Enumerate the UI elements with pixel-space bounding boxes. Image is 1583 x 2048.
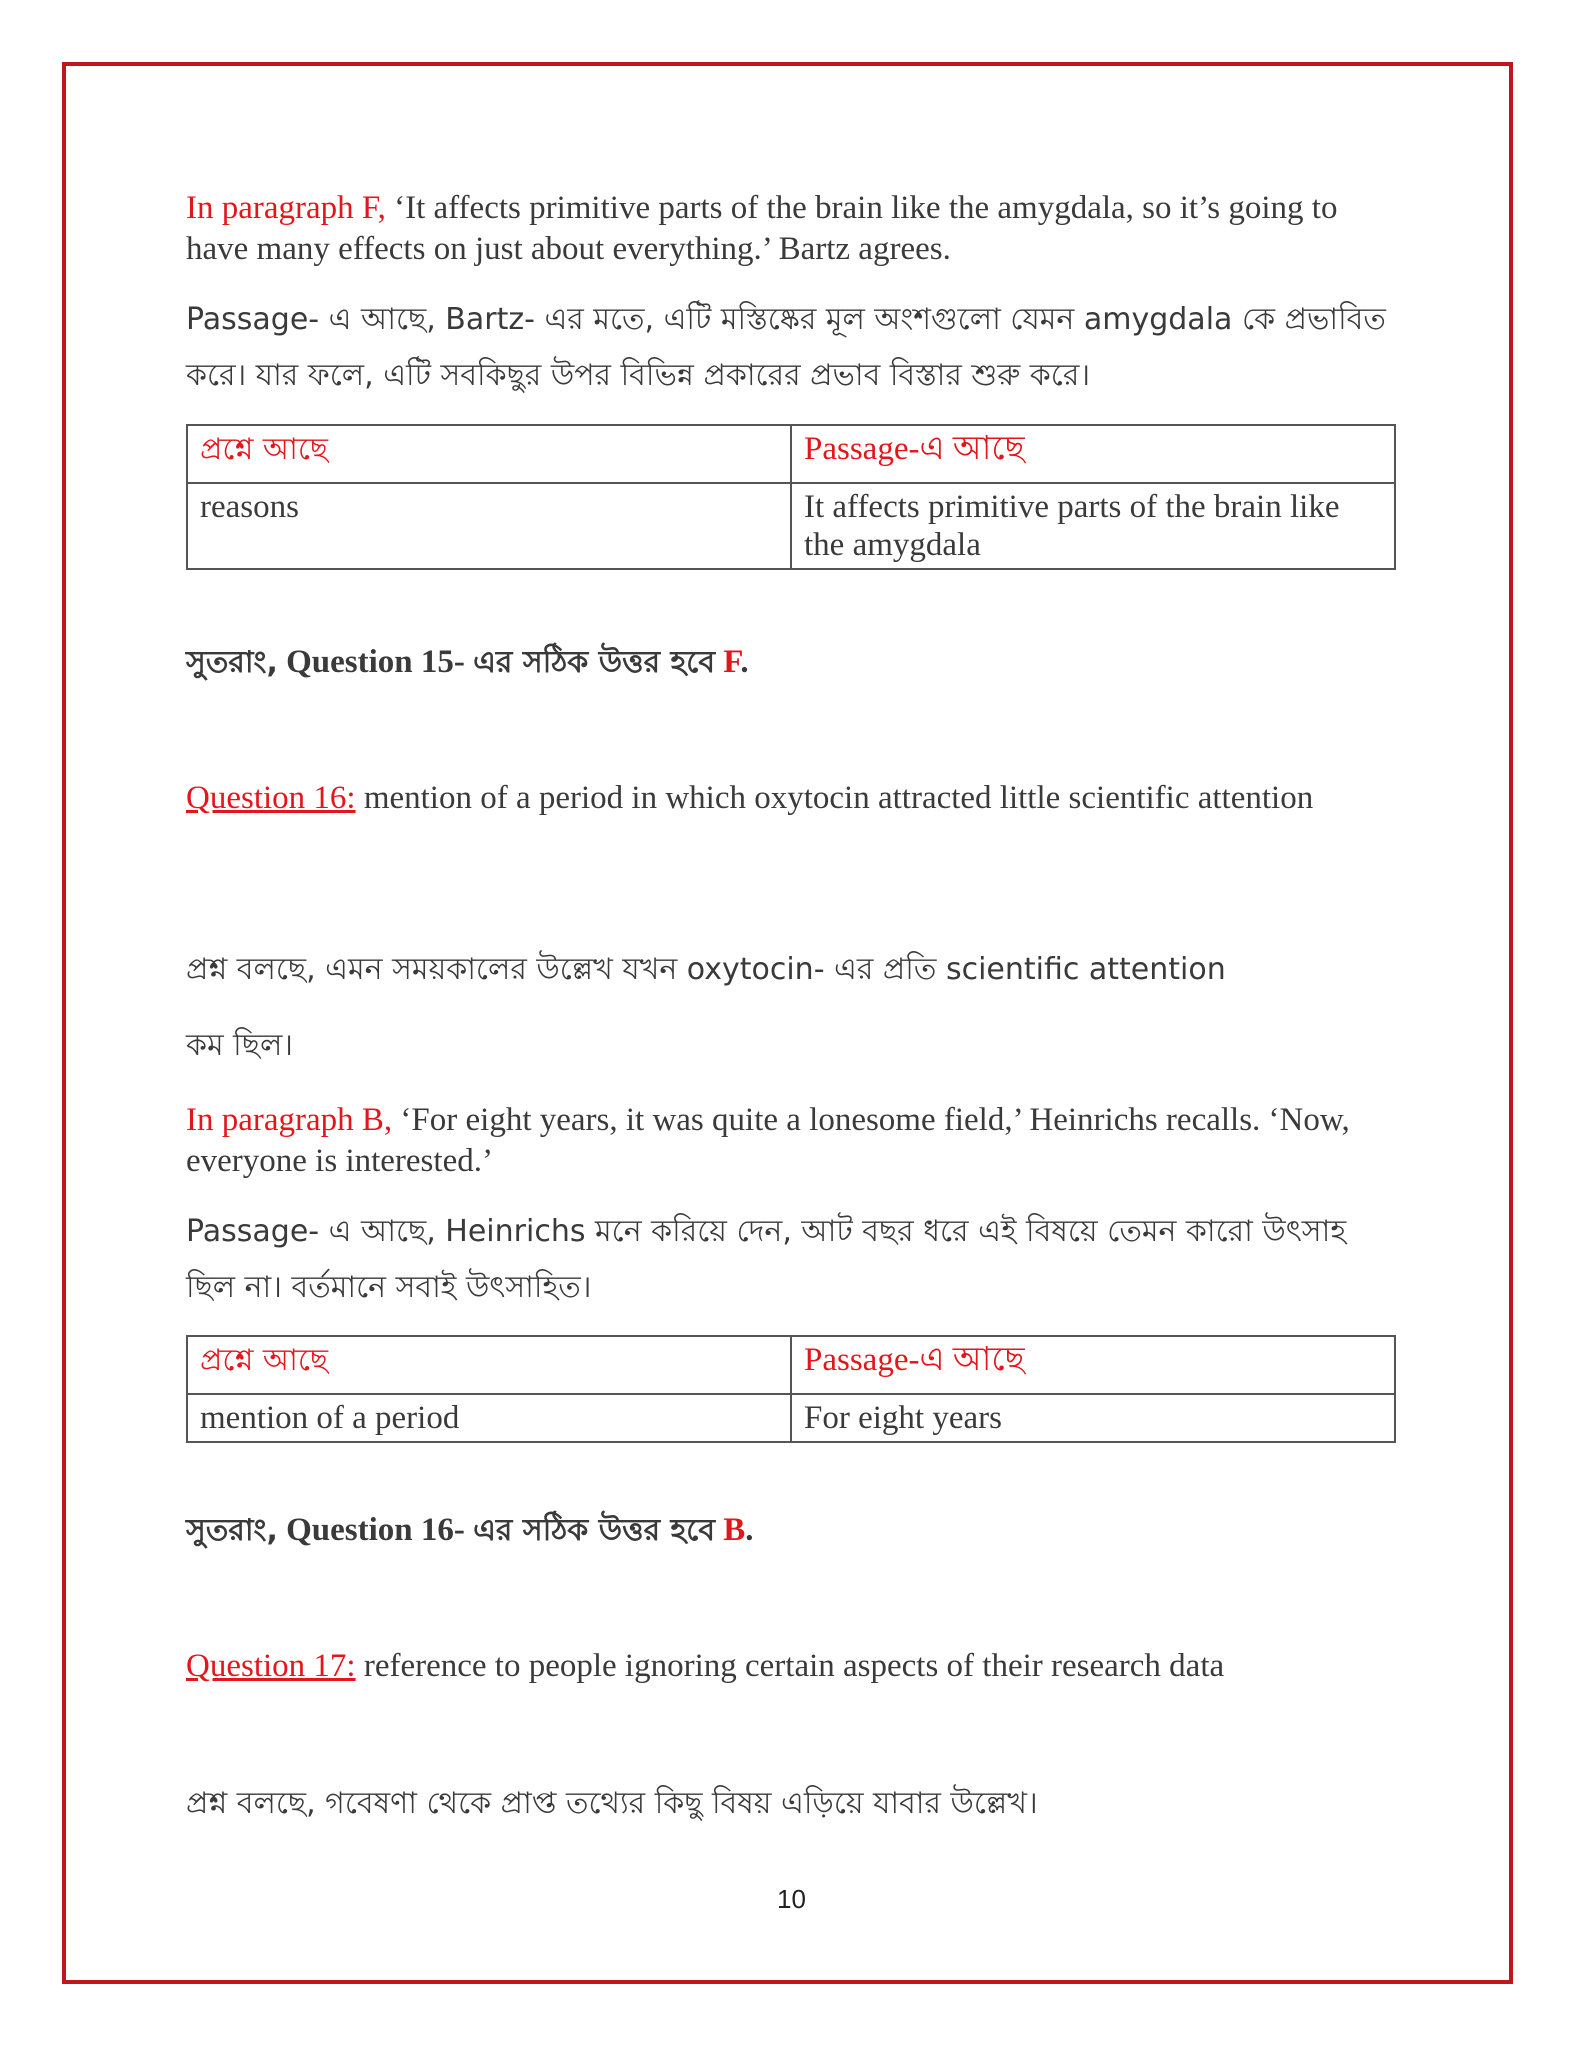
table-header-question: প্রশ্নে আছে <box>187 1336 791 1394</box>
table-header-passage: Passage-এ আছে <box>791 1336 1395 1394</box>
table-header-passage: Passage-এ আছে <box>791 425 1395 483</box>
quote-text: ‘For eight years, it was quite a lonesome field,’ Heinrichs recalls. ‘Now, everyone is interested.’ <box>186 1102 1350 1179</box>
paragraph-f-quote <box>186 188 1396 270</box>
question-label: Question 16: <box>186 780 356 816</box>
paragraph-ref: In paragraph F, <box>186 190 386 226</box>
table-header-question: প্রশ্নে আছে <box>187 425 791 483</box>
table-row <box>187 1394 1395 1442</box>
table-cell-passage: For eight years <box>791 1394 1395 1442</box>
conclusion-q16: সুতরাং, Question 16- এর সঠিক উত্তর হবে B. <box>186 1512 754 1548</box>
table-cell-passage: It affects primitive parts of the brain like the amygdala <box>791 483 1395 569</box>
answer-letter: F <box>723 644 741 680</box>
bangla-question-line-1: প্রশ্ন বলছে, এমন সময়কালের উল্লেখ যখন oxytocin- এর প্রতি scientific attention <box>186 952 1226 987</box>
table-row <box>187 483 1395 569</box>
table-header-row <box>187 425 1395 483</box>
answer-letter: B <box>723 1512 746 1548</box>
question-text: mention of a period in which oxytocin attracted little scientific attention <box>355 780 1314 816</box>
paragraph-ref: In paragraph B, <box>186 1102 393 1138</box>
page-number: 10 <box>777 1884 806 1914</box>
bangla-question-line-2: কম ছিল। <box>186 1028 294 1063</box>
table-cell-question: reasons <box>187 483 791 569</box>
quote-text: ‘It affects primitive parts of the brain like the amygdala, so it’s going to have many effects on just about everything.’ Bartz agrees. <box>186 190 1338 267</box>
bangla-explanation: Passage- এ আছে, Bartz- এর মতে, এটি মস্তিষ্কের মূল অংশগুলো যেমন amygdala কে প্রভাবিত করে। যার ফলে, এটি সবকিছুর উপর বিভিন্ন প্রকারের প্রভাব বিস্তার শুরু করে। <box>186 302 1386 393</box>
question-text: reference to people ignoring certain aspects of their research data <box>355 1648 1225 1684</box>
question-16 <box>186 778 1396 819</box>
table-cell-question: mention of a period <box>187 1394 791 1442</box>
comparison-table <box>186 424 1396 570</box>
question-label: Question 17: <box>186 1648 356 1684</box>
conclusion-q15: সুতরাং, Question 15- এর সঠিক উত্তর হবে F. <box>186 644 749 680</box>
question-17 <box>186 1646 1396 1687</box>
paragraph-b-quote <box>186 1100 1396 1182</box>
bangla-question: প্রশ্ন বলছে, গবেষণা থেকে প্রাপ্ত তথ্যের কিছু বিষয় এড়িয়ে যাবার উল্লেখ। <box>186 1786 1038 1821</box>
comparison-table <box>186 1335 1396 1443</box>
bangla-explanation: Passage- এ আছে, Heinrichs মনে করিয়ে দেন, আট বছর ধরে এই বিষয়ে তেমন কারো উৎসাহ ছিল না। বর্তমানে সবাই উৎসাহিত। <box>186 1214 1347 1305</box>
table-header-row <box>187 1336 1395 1394</box>
